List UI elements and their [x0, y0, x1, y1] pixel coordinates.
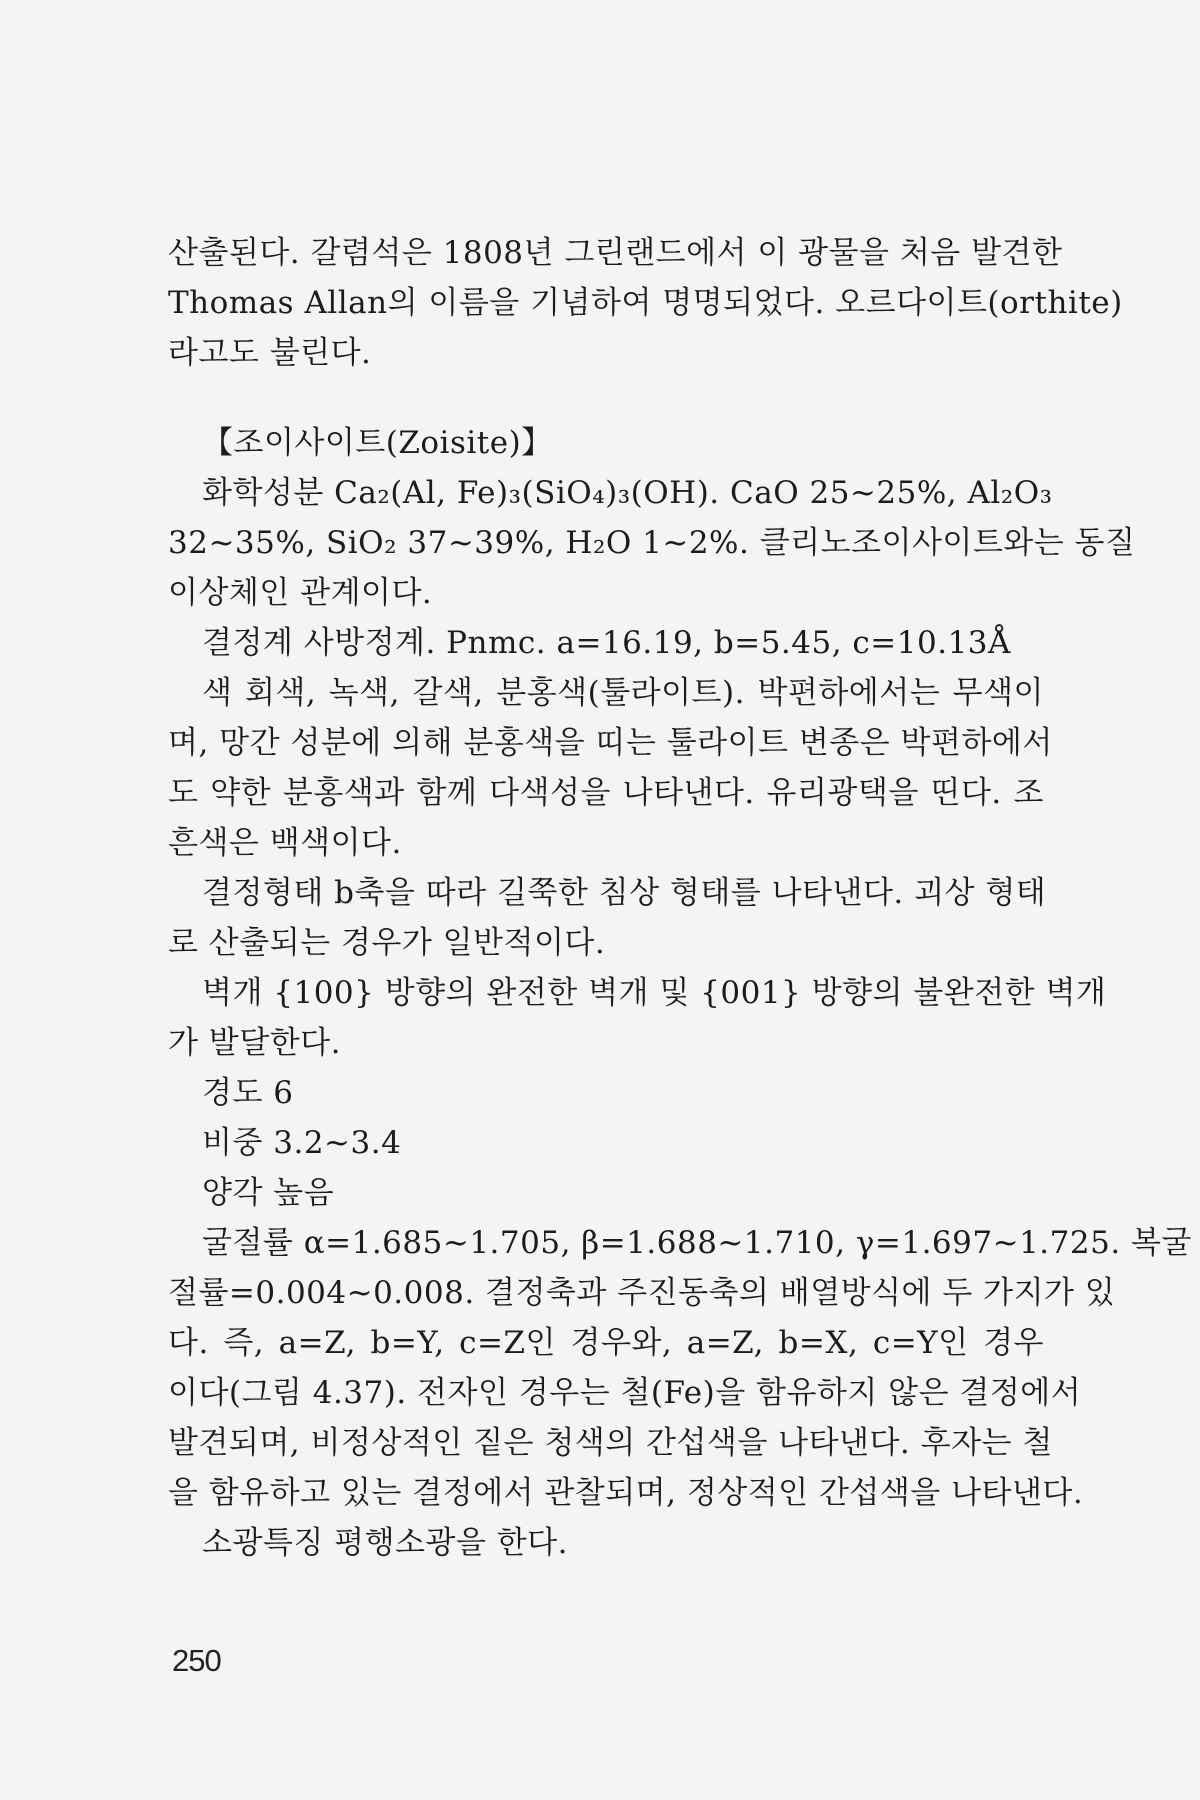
- text-line: 화학성분 Ca₂(Al, Fe)₃(SiO₄)₃(OH). CaO 25~25%, Al₂O₃: [202, 475, 1053, 511]
- paragraph-relief: [168, 1168, 1044, 1218]
- paragraph-cleavage: [168, 968, 1107, 1068]
- text-line: 벽개 {100} 방향의 완전한 벽개 및 {001} 방향의 불완전한 벽개: [202, 975, 1107, 1011]
- paragraph-specific-gravity: [168, 1118, 1044, 1168]
- paragraph-extinction: [168, 1518, 1044, 1568]
- text-line: 라고도 불린다.: [168, 335, 372, 371]
- paragraph-hardness: [168, 1068, 1044, 1118]
- text-line: 가 발달한다.: [168, 1025, 341, 1061]
- text-line: 32~35%, SiO₂ 37~39%, H₂O 1~2%. 클리노조이사이트와는 동질: [168, 525, 1136, 561]
- text-line: 을 함유하고 있는 결정에서 관찰되며, 정상적인 간섭색을 나타낸다.: [168, 1475, 1084, 1511]
- text-line: 로 산출되는 경우가 일반적이다.: [168, 925, 606, 961]
- text-line: 이상체인 관계이다.: [168, 575, 433, 611]
- text-line: 색 회색, 녹색, 갈색, 분홍색(툴라이트). 박편하에서는 무색이: [202, 675, 1044, 711]
- paragraph-crystal-habit: [168, 868, 1047, 968]
- page-content: [168, 228, 1192, 1568]
- text-line: 양각 높음: [202, 1175, 335, 1211]
- text-line: 결정계 사방정계. Pnmc. a=16.19, b=5.45, c=10.13Å: [202, 625, 1011, 661]
- text-line: 도 약한 분홍색과 함께 다색성을 나타낸다. 유리광택을 띤다. 조: [168, 775, 1044, 811]
- text-line: 비중 3.2~3.4: [202, 1125, 402, 1161]
- intro-paragraph: [168, 228, 1123, 378]
- text-line: 굴절률 α=1.685~1.705, β=1.688~1.710, γ=1.697~1.725. 복굴: [202, 1225, 1192, 1261]
- text-line: 흔색은 백색이다.: [168, 825, 402, 861]
- text-line: 발견되며, 비정상적인 짙은 청색의 간섭색을 나타낸다. 후자는 철: [168, 1425, 1053, 1461]
- text-line: 경도 6: [202, 1075, 294, 1111]
- text-line: Thomas Allan의 이름을 기념하여 명명되었다. 오르다이트(orthite): [168, 285, 1123, 321]
- text-line: 소광특징 평행소광을 한다.: [202, 1525, 568, 1561]
- paragraph-crystal-system: [168, 618, 1044, 668]
- paragraph-chemical-composition: [168, 468, 1136, 618]
- section-gap: [168, 378, 1044, 418]
- text-line: 며, 망간 성분에 의해 분홍색을 띠는 툴라이트 변종은 박편하에서: [168, 725, 1053, 761]
- page-number: 250: [172, 1643, 221, 1678]
- text-line: 이다(그림 4.37). 전자인 경우는 철(Fe)을 함유하지 않은 결정에서: [168, 1375, 1082, 1411]
- text-line: 다. 즉, a=Z, b=Y, c=Z인 경우와, a=Z, b=X, c=Y인 경우: [168, 1325, 1044, 1361]
- text-line: 결정형태 b축을 따라 길쭉한 침상 형태를 나타낸다. 괴상 형태: [202, 875, 1047, 911]
- text-line: 산출된다. 갈렴석은 1808년 그린랜드에서 이 광물을 처음 발견한: [168, 235, 1063, 271]
- section-heading: 【조이사이트(Zoisite)】: [202, 425, 553, 461]
- text-line: 절률=0.004~0.008. 결정축과 주진동축의 배열방식에 두 가지가 있: [168, 1275, 1116, 1311]
- paragraph-color: [168, 668, 1053, 868]
- paragraph-refractive-index: [168, 1218, 1192, 1518]
